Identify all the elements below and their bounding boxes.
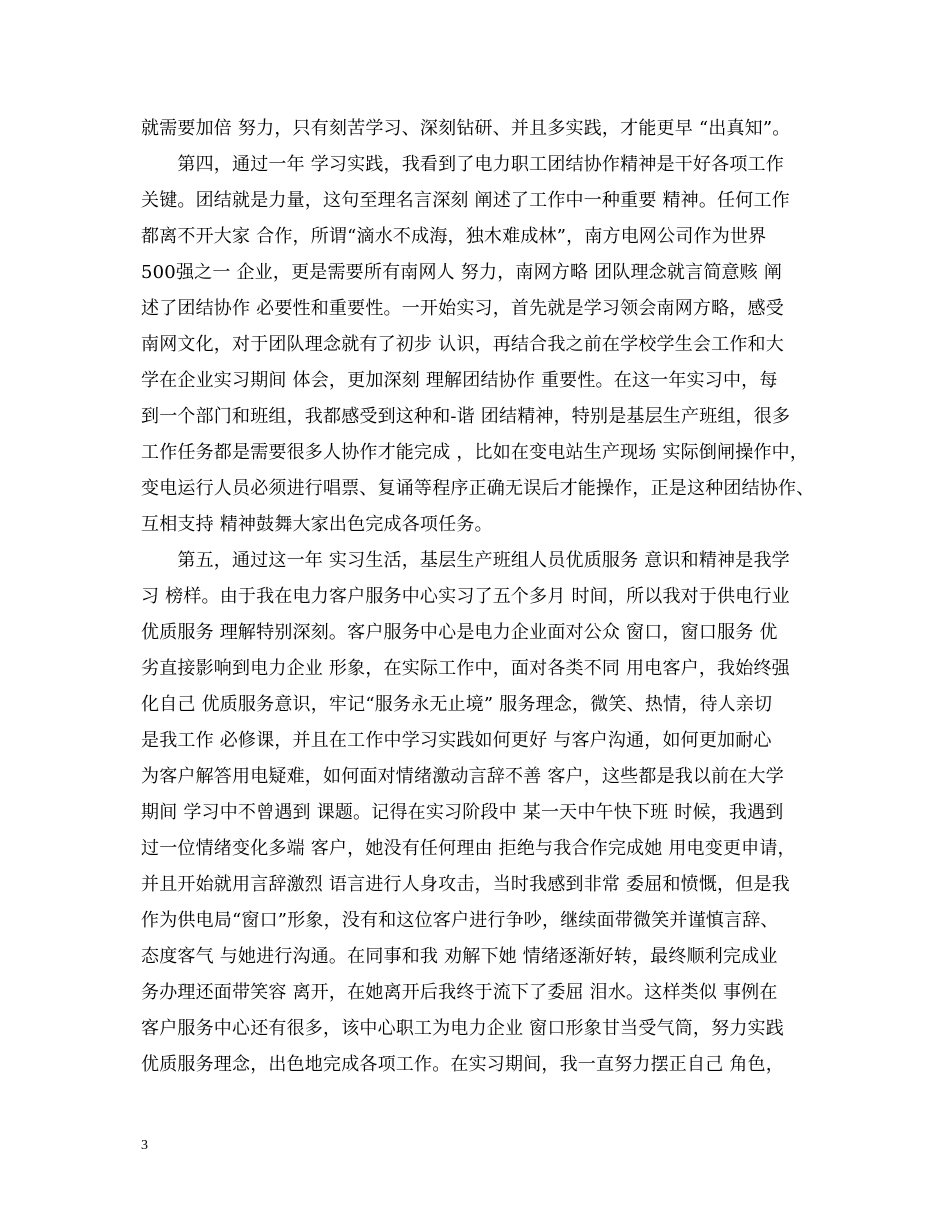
text-line: 并且开始就用言辞激烈 语言进行人身攻击，当时我感到非常 委屈和愤慨，但是我 <box>141 874 790 895</box>
text-line: 优质服务 理解特别深刻。客户服务中心是电力企业面对公众 窗口，窗口服务 优 <box>141 622 778 643</box>
text-line: 第四，通过一年 学习实践，我看到了电力职工团结协作精神是干好各项工作 <box>141 154 784 175</box>
text-line: 就需要加倍 努力，只有刻苦学习、深刻钻研、并且多实践，才能更早 “出真知”。 <box>141 118 791 139</box>
text-line: 500强之一 企业，更是需要所有南网人 努力，南网方略 团队理念就言简意赅 阐 <box>141 262 783 283</box>
text-line: 客户服务中心还有很多，该中心职工为电力企业 窗口形象甘当受气筒，努力实践 <box>141 1018 784 1039</box>
text-line: 工作任务都是需要很多人协作才能完成 ，比如在变电站生产现场 实际倒闸操作中， <box>141 442 809 463</box>
page-number: 3 <box>141 1138 148 1153</box>
text-line: 为客户解答用电疑难，如何面对情绪激动言辞不善 客户，这些都是我以前在大学 <box>141 766 784 787</box>
text-line: 关键。团结就是力量，这句至理名言深刻 阐述了工作中一种重要 精神。任何工作 <box>141 190 790 211</box>
text-line: 期间 学习中不曾遇到 课题。记得在实习阶段中 某一天中午快下班 时候，我遇到 <box>141 802 784 823</box>
text-line: 过一位情绪变化多端 客户，她没有任何理由 拒绝与我合作完成她 用电变更申请， <box>141 838 796 859</box>
text-line: 作为供电局“窗口”形象，没有和这位客户进行争吵，继续面带微笑并谨慎言辞、 <box>141 910 779 931</box>
text-line: 是我工作 必修课，并且在工作中学习实践如何更好 与客户沟通，如何更加耐心 <box>141 730 772 751</box>
text-line: 态度客气 与她进行沟通。在同事和我 劝解下她 情绪逐渐好转，最终顺利完成业 <box>141 946 778 967</box>
text-line: 劣直接影响到电力企业 形象，在实际工作中，面对各类不同 用电客户，我始终强 <box>141 658 790 679</box>
text-line: 变电运行人员必须进行唱票、复诵等程序正确无误后才能操作，正是这种团结协作、 <box>141 478 815 499</box>
text-line: 学在企业实习期间 体会，更加深刻 理解团结协作 重要性。在这一年实习中，每 <box>141 370 778 391</box>
text-line: 南网文化，对于团队理念就有了初步 认识，再结合我之前在学校学生会工作和大 <box>141 334 784 355</box>
text-line: 都离不开大家 合作，所谓“滴水不成海，独木难成林”，南方电网公司作为世界 <box>141 226 767 247</box>
text-line: 述了团结协作 必要性和重要性。一开始实习，首先就是学习领会南网方略，感受 <box>141 298 784 319</box>
text-line: 化自己 优质服务意识，牢记“服务永无止境” 服务理念，微笑、热情，待人亲切 <box>141 694 773 715</box>
text-line: 互相支持 精神鼓舞大家出色完成各项任务。 <box>141 514 493 535</box>
text-line: 到一个部门和班组，我都感受到这种和-谐 团结精神，特别是基层生产班组，很多 <box>141 406 791 427</box>
text-line: 务办理还面带笑容 离开，在她离开后我终于流下了委屈 泪水。这样类似 事例在 <box>141 982 778 1003</box>
text-line: 习 榜样。由于我在电力客户服务中心实习了五个多月 时间，所以我对于供电行业 <box>141 586 790 607</box>
text-line: 优质服务理念，出色地完成各项工作。在实习期间，我一直努力摆正自己 角色， <box>141 1054 784 1075</box>
text-line: 第五，通过这一年 实习生活，基层生产班组人员优质服务 意识和精神是我学 <box>141 550 790 571</box>
